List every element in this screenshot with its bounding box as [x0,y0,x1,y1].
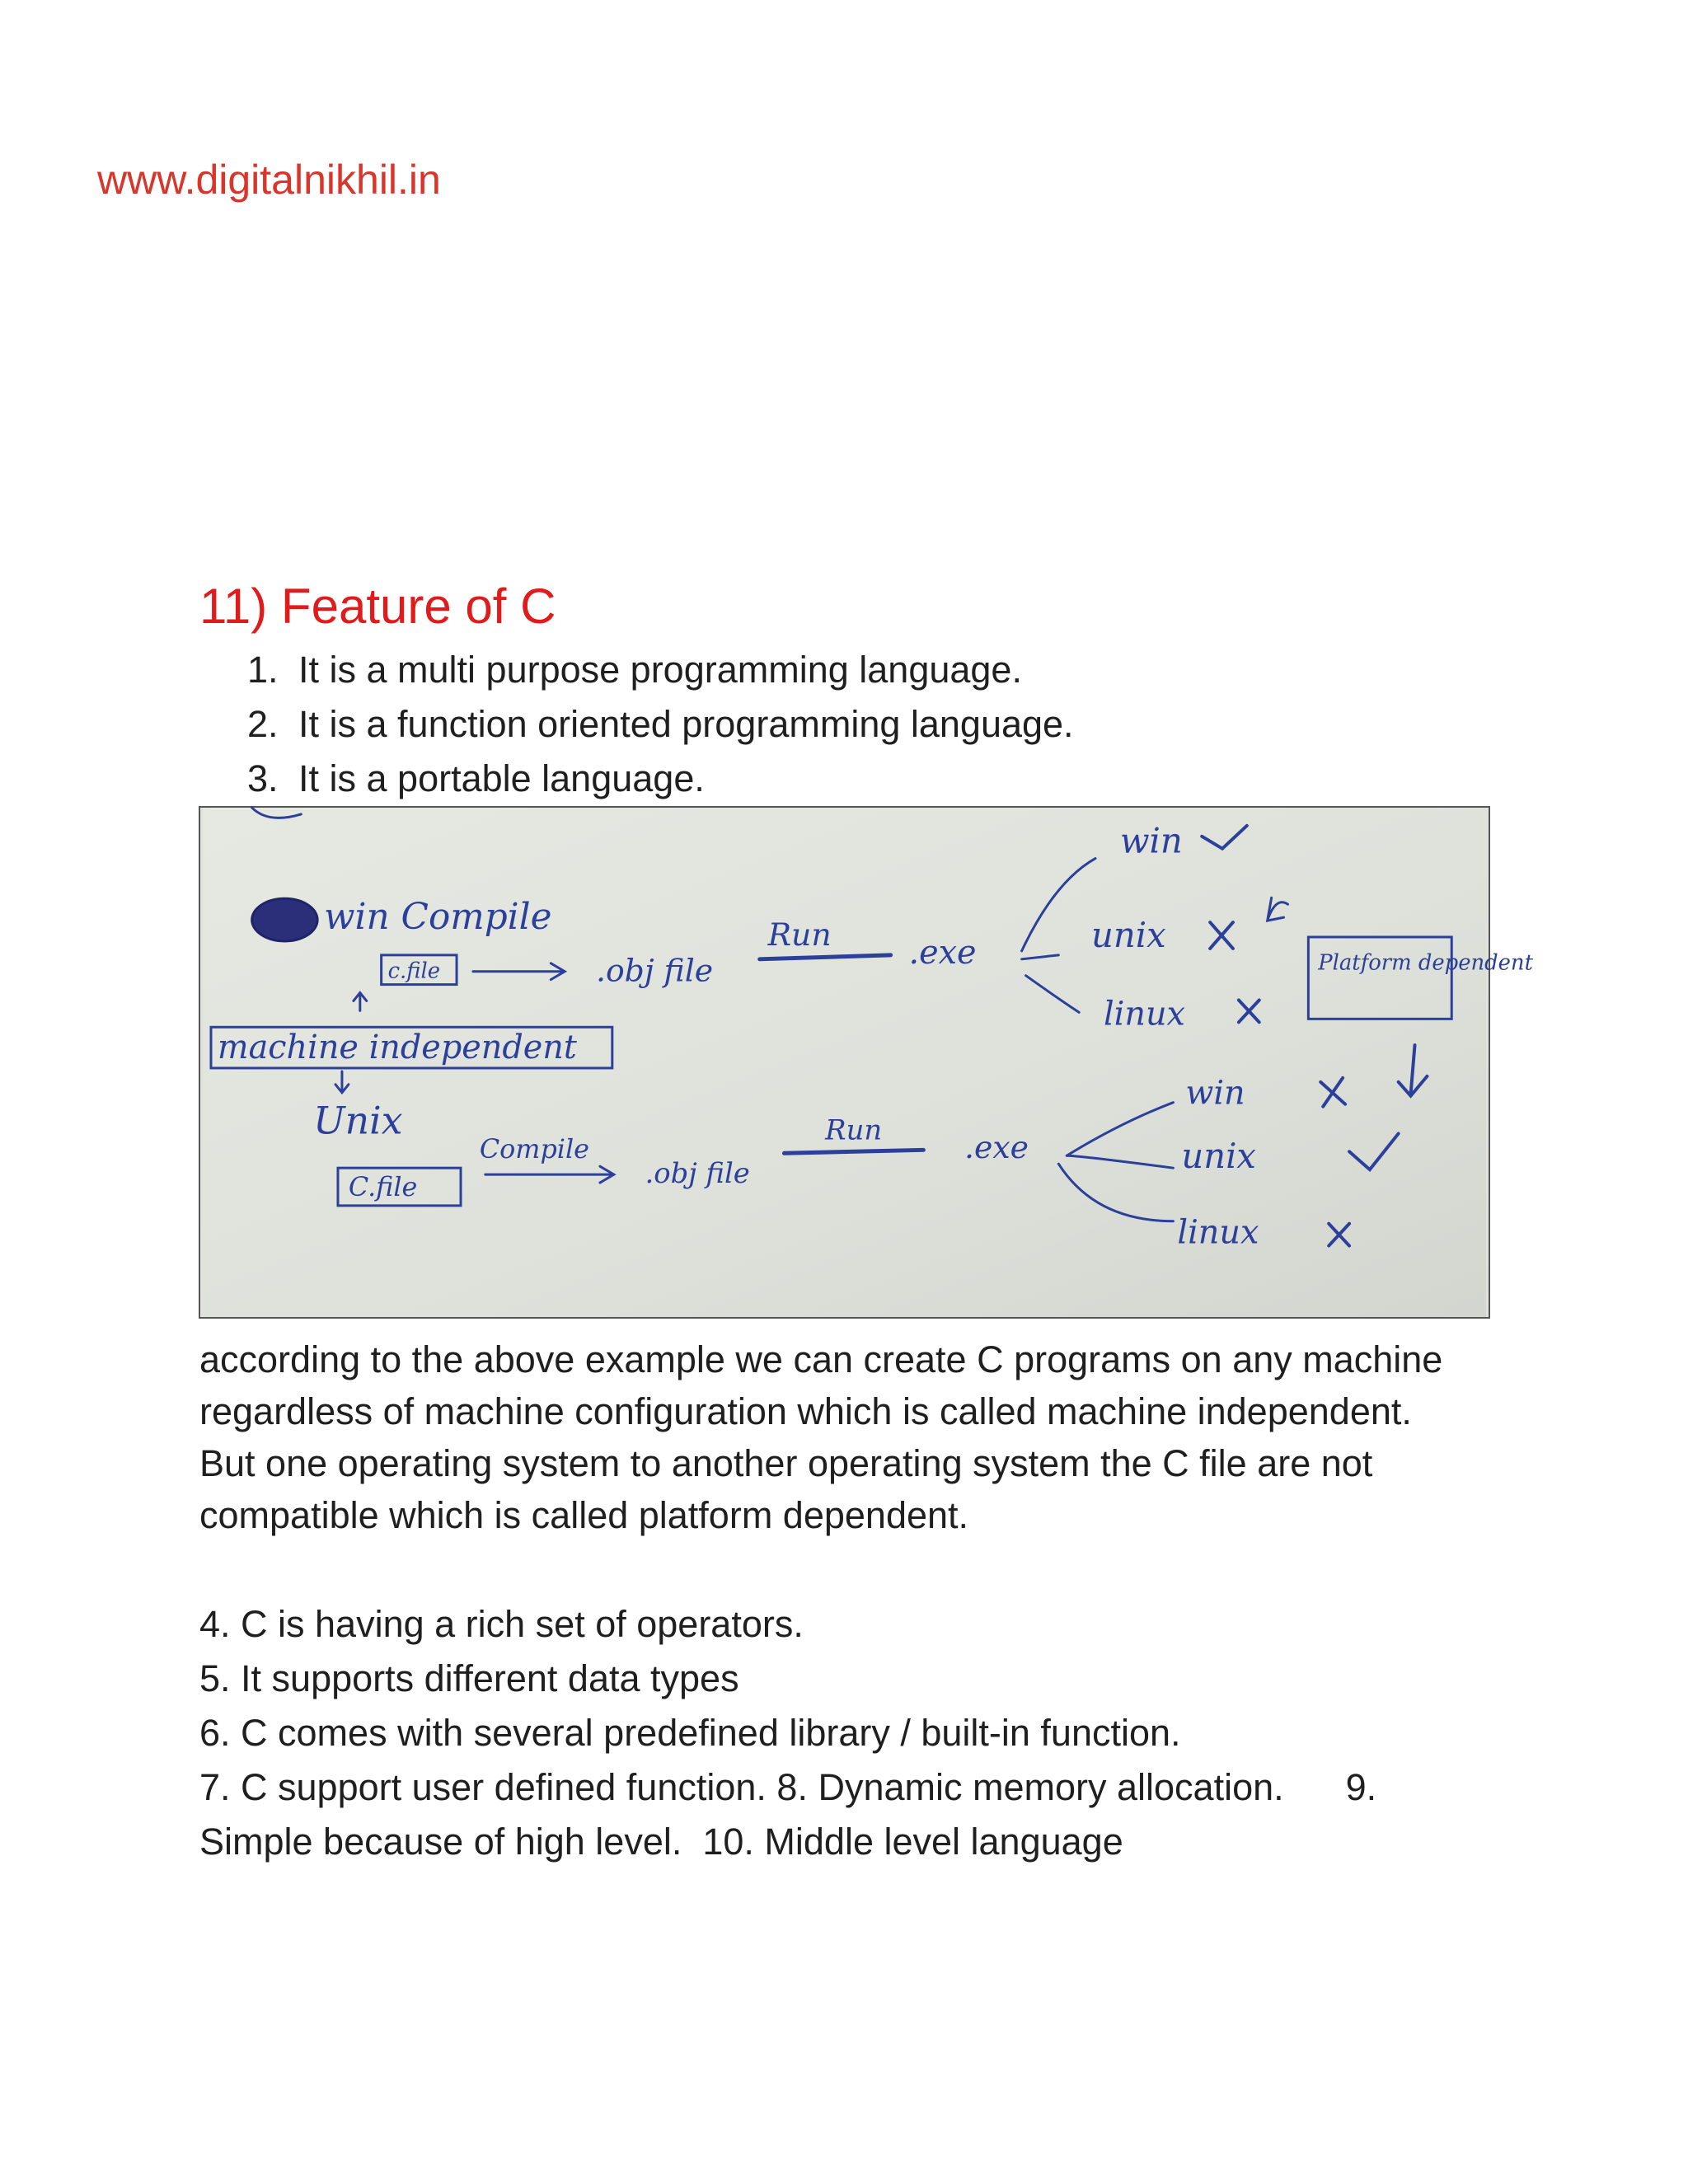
handwritten-diagram-photo [199,806,1533,1319]
platform-note: Platform dependent [1318,950,1533,976]
unix-top-note: unix [1091,914,1166,955]
compile-note-bottom: Compile [479,1134,589,1165]
c-file-note-bottom: C.file [348,1171,418,1202]
paragraph-line: regardless of machine configuration which is called machine independent. [199,1390,1412,1432]
list-item: 7. C support user defined function. 8. Dynamic memory allocation. 9. [199,1766,1377,1808]
list-number: 2. [247,703,279,745]
paragraph-line: But one operating system to another operating system the C file are not [199,1442,1373,1484]
obj-file-note: .obj file [595,952,714,989]
list-item [247,643,1074,697]
win-top-note: win [1119,820,1183,861]
site-url[interactable]: www.digitalnikhil.in [97,157,441,203]
list-number: 3. [247,757,279,799]
handwritten-diagram [200,808,1533,1317]
unix-bottom-note: unix [1181,1136,1256,1177]
run-note-bottom: Run [825,1113,883,1146]
win-bottom-note: win [1185,1074,1245,1113]
list-item [247,697,1074,752]
more-features-list [199,1597,1518,1869]
list-number: 1. [247,649,279,691]
explanation-paragraph [199,1333,1502,1541]
paragraph-line: according to the above example we can create C programs on any machine [199,1338,1443,1380]
feature-list [247,643,1074,806]
scribble-mark [252,898,317,941]
obj-file-note-bottom: .obj file [645,1157,750,1190]
win-compile-note: win Compile [324,896,552,939]
linux-bottom-note: linux [1177,1213,1259,1252]
linux-top-note: linux [1103,995,1185,1033]
exe-note-bottom: .exe [964,1129,1029,1166]
run-note: Run [767,916,832,953]
list-text: It is a portable language. [298,757,705,799]
paragraph-line: compatible which is called platform dependent. [199,1494,969,1536]
section-heading: 11) Feature of C [199,579,556,634]
list-item: Simple because of high level. 10. Middle level language [199,1821,1123,1863]
list-item: 6. C comes with several predefined library / built-in function. [199,1712,1181,1754]
exe-note: .exe [908,933,977,972]
c-file-note: c.file [387,958,441,984]
unix-note: Unix [313,1099,403,1143]
list-item [247,752,1074,806]
list-text: It is a function oriented programming language. [298,703,1074,745]
list-text: It is a multi purpose programming language. [298,649,1022,691]
list-item: 5. It supports different data types [199,1657,739,1699]
list-item: 4. C is having a rich set of operators. [199,1603,804,1645]
machine-independent-note: machine independent [217,1029,577,1067]
